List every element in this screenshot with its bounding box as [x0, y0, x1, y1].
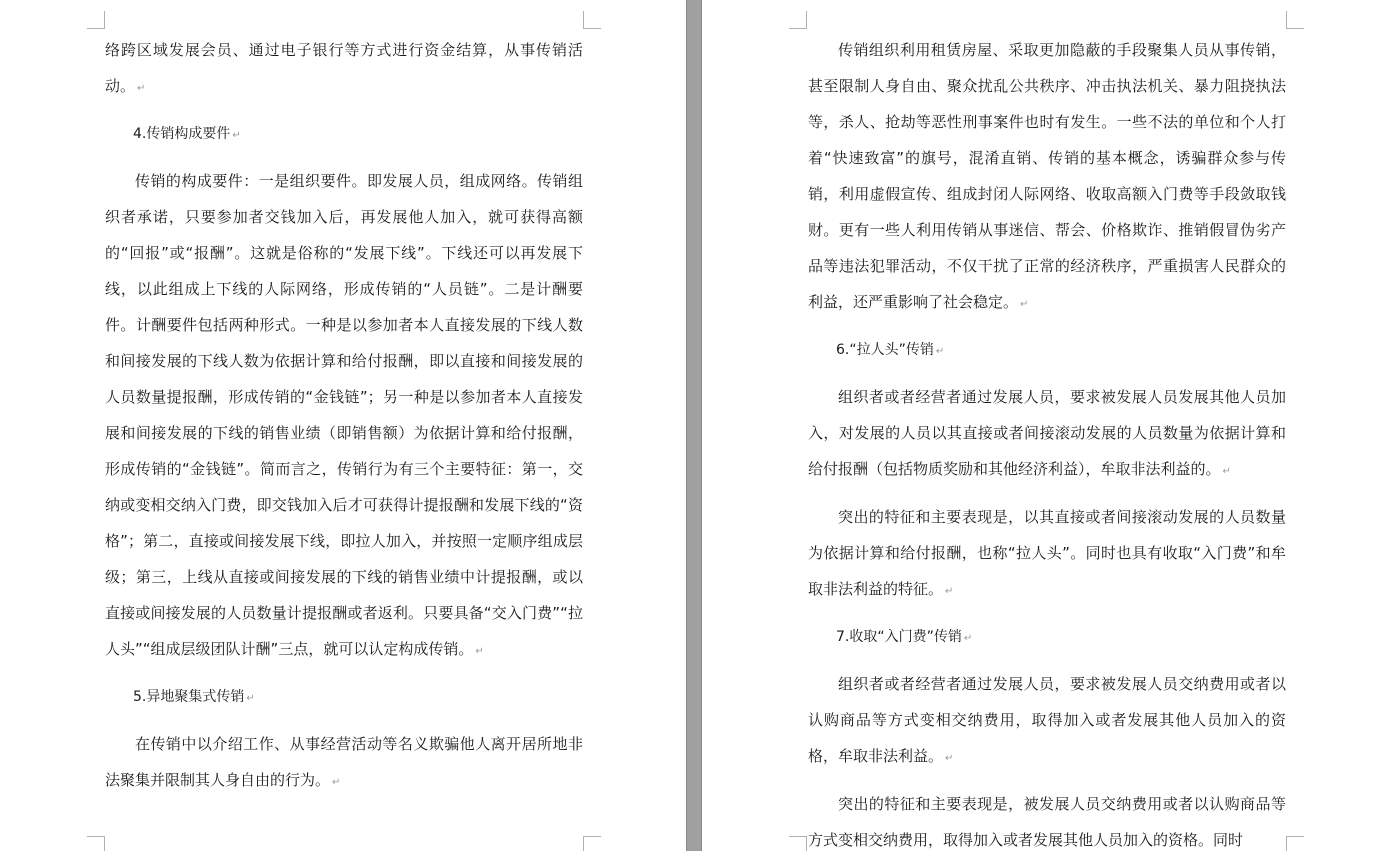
paragraph-text: 组织者或者经营者通过发展人员，要求被发展人员发展其他人员加入，对发展的人员以其直接或者间接滚动发展的人员数量为依据计算和给付报酬（包括物质奖励和其他经济利益），牟取非法利益的。 — [808, 388, 1286, 478]
body-paragraph — [808, 786, 1286, 851]
section-heading — [808, 332, 1286, 370]
page-text-area[interactable] — [105, 32, 583, 810]
section-heading — [105, 679, 583, 717]
body-paragraph — [808, 666, 1286, 777]
paragraph-text: 4.传销构成要件 — [133, 126, 231, 142]
paragraph-text: 传销组织利用租赁房屋、采取更加隐蔽的手段聚集人员从事传销，甚至限制人身自由、聚众扰乱公共秩序、冲击执法机关、暴力阻挠执法等，杀人、抢劫等恶性刑事案件也时有发生。一些不法的单位和个人打着“快速致富”的旗号，混淆直销、传销的基本概念，诱骗群众参与传销，利用虚假宣传、组成封闭人际网络、收取高额入门费等手段敛取钱财。更有一些人利用传销从事迷信、帮会、价格欺诈、推销假冒伪劣产品等违法犯罪活动，不仅干扰了正常的经济秩序，严重损害人民群众的利益，还严重影响了社会稳定。 — [808, 41, 1286, 311]
paragraph-mark-icon: ↵ — [963, 633, 973, 644]
paragraph-mark-icon: ↵ — [332, 777, 341, 788]
section-heading — [105, 116, 583, 154]
paragraph-text: 突出的特征和主要表现是，以其直接或者间接滚动发展的人员数量为依据计算和给付报酬，也称“拉人头”。同时也具有收取“入门费”和牟取非法利益的特征。 — [808, 508, 1286, 598]
paragraph-mark-icon: ↵ — [945, 753, 954, 764]
paragraph-text: 传销的构成要件：一是组织要件。即发展人员，组成网络。传销组织者承诺，只要参加者交钱加入后，再发展他人加入，就可获得高额的“回报”或“报酬”。这就是俗称的“发展下线”。下线还可以再发展下线，以此组成上下线的人际网络，形成传销的“人员链”。二是计酬要件。计酬要件包括两种形式。一种是以参加者本人直接发展的下线人数和间接发展的下线人数为依据计算和给付报酬，即以直接和间接发展的人员数量提报酬，形成传销的“金钱链”；另一种是以参加者本人直接发展和间接发展的下线的销售业绩（即销售额）为依据计算和给付报酬，形成传销的“金钱链”。简而言之，传销行为有三个主要特征：第一，交纳或变相交纳入门费，即交钱加入后才可获得计提报酬和发展下线的“资格”；第二，直接或间接发展下线，即拉人加入，并按照一定顺序组成层级；第三，上线从直接或间接发展的下线的销售业绩中计提报酬，或以直接或间接发展的人员数量计提报酬或者返利。只要具备“交入门费”“拉人头”“组成层级团队计酬”三点，就可以认定构成传销。 — [105, 172, 583, 658]
page-text-area[interactable] — [808, 32, 1286, 851]
paragraph-mark-icon: ↵ — [232, 130, 241, 141]
page-gap — [686, 0, 702, 851]
margin-corner-bottom-left — [87, 836, 105, 851]
paragraph-mark-icon: ↵ — [1222, 466, 1231, 477]
section-heading — [808, 619, 1286, 657]
paragraph-text: 5.异地聚集式传销 — [133, 689, 245, 705]
paragraph-mark-icon: ↵ — [945, 586, 954, 597]
document-page-left — [0, 0, 686, 851]
margin-corner-bottom-right — [1286, 836, 1304, 851]
margin-corner-top-right — [583, 11, 601, 29]
margin-corner-bottom-left — [789, 836, 807, 851]
body-paragraph — [808, 379, 1286, 490]
paragraph-text: 突出的特征和主要表现是，被发展人员交纳费用或者以认购商品等方式变相交纳费用，取得加入或者发展其他人员加入的资格。同时 — [808, 795, 1286, 849]
paragraph-mark-icon: ↵ — [137, 83, 146, 94]
paragraph-mark-icon: ↵ — [1020, 299, 1029, 310]
paragraph-text: 组织者或者经营者通过发展人员，要求被发展人员交纳费用或者以认购商品等方式变相交纳费用，取得加入或者发展其他人员加入的资格，牟取非法利益。 — [808, 675, 1286, 765]
paragraph-mark-icon: ↵ — [935, 346, 945, 357]
margin-corner-top-left — [87, 11, 105, 29]
body-paragraph — [105, 163, 583, 670]
paragraph-text: 在传销中以介绍工作、从事经营活动等名义欺骗他人离开居所地非法聚集并限制其人身自由的行为。 — [105, 735, 583, 789]
paragraph-text: 7.收取“入门费”传销 — [836, 629, 962, 645]
paragraph-mark-icon: ↵ — [475, 646, 484, 657]
document-page-right — [702, 0, 1388, 851]
body-paragraph — [105, 32, 583, 107]
margin-corner-bottom-right — [583, 836, 601, 851]
margin-corner-top-right — [1286, 11, 1304, 29]
paragraph-text: 6.“拉人头”传销 — [836, 342, 934, 358]
body-paragraph — [808, 32, 1286, 323]
paragraph-mark-icon: ↵ — [246, 693, 255, 704]
paragraph-text: 络跨区域发展会员、通过电子银行等方式进行资金结算，从事传销活动。 — [105, 41, 583, 95]
body-paragraph — [105, 726, 583, 801]
body-paragraph — [808, 499, 1286, 610]
margin-corner-top-left — [789, 11, 807, 29]
